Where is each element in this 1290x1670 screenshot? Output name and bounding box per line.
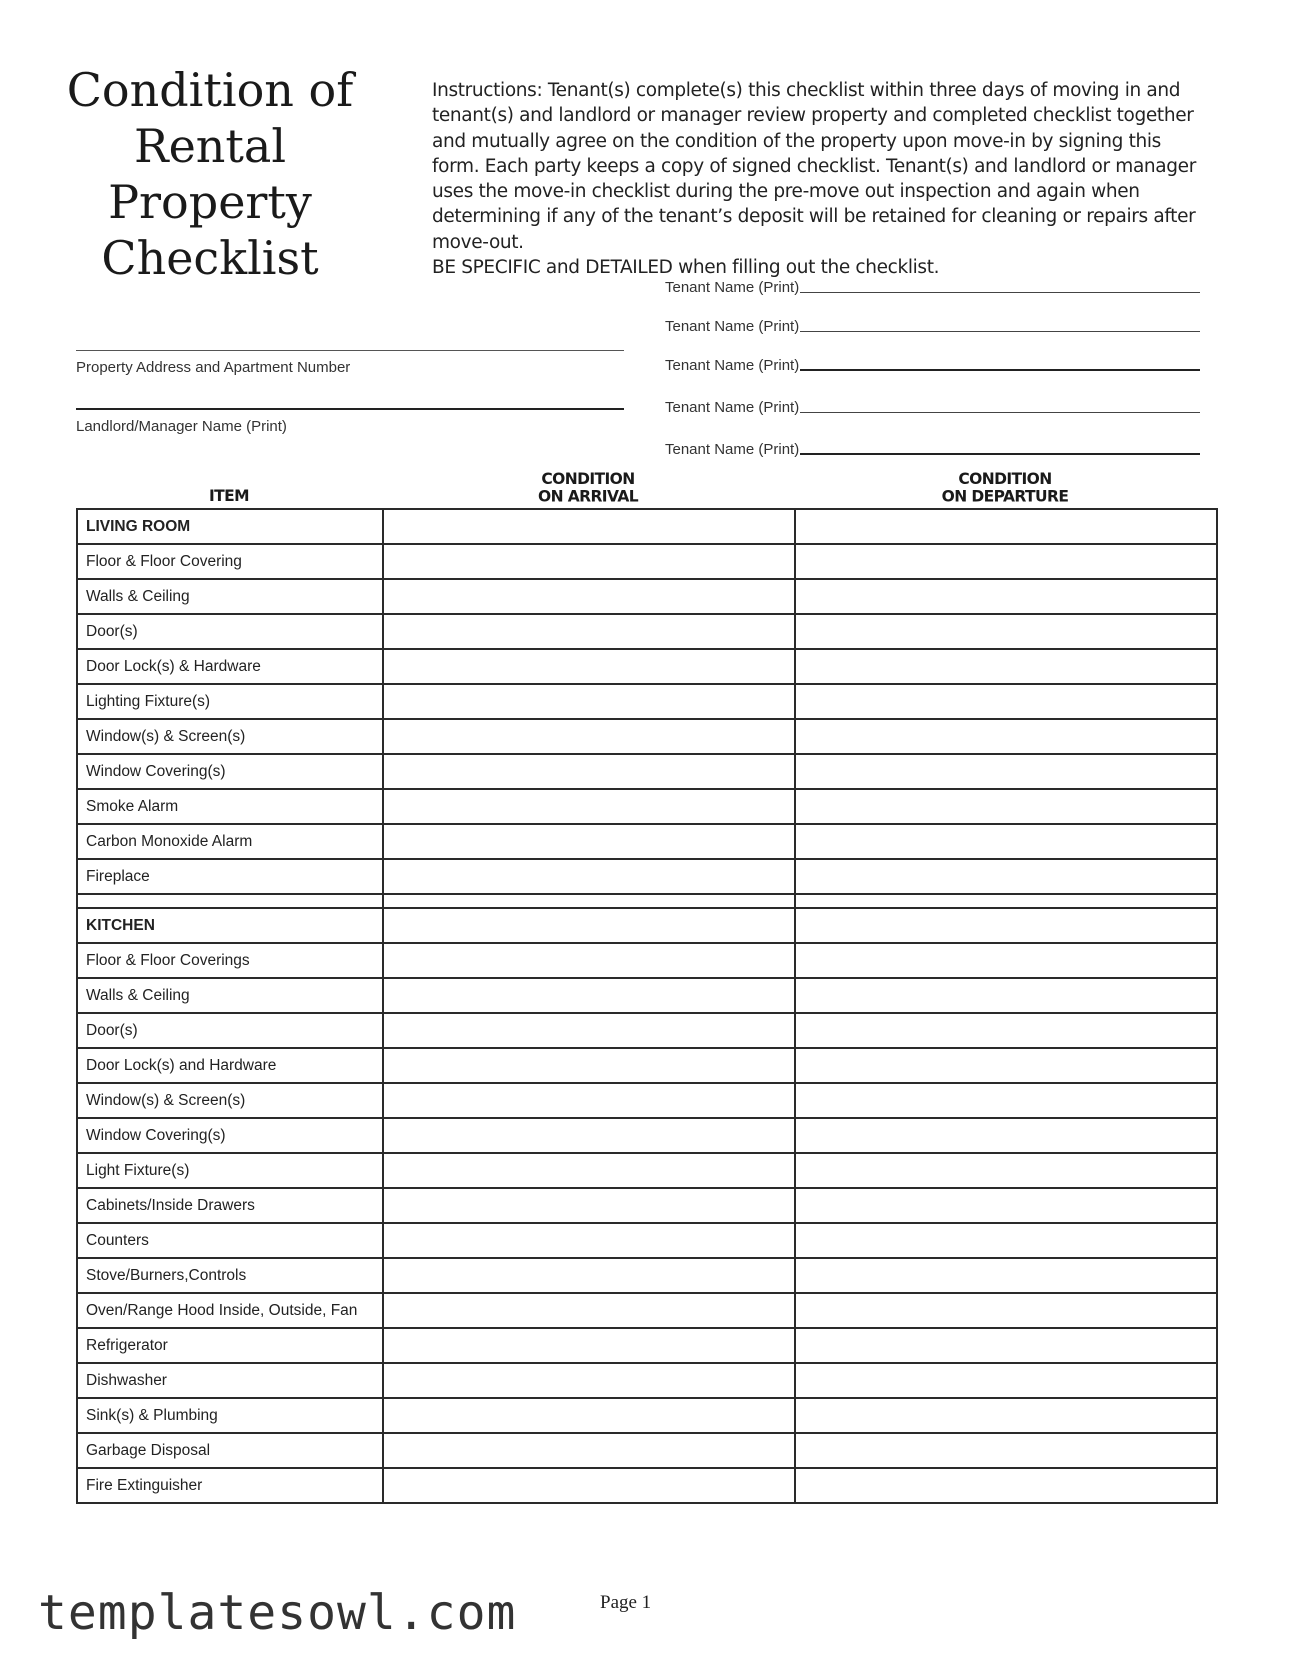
title-line-4: Checklist [101, 231, 319, 285]
signature-line[interactable] [800, 331, 1200, 332]
item-label: Door(s) [77, 1013, 383, 1048]
item-label: Lighting Fixture(s) [77, 684, 383, 719]
item-label: Fireplace [77, 859, 383, 894]
arrival-condition-cell[interactable] [383, 1083, 795, 1118]
item-label: Carbon Monoxide Alarm [77, 824, 383, 859]
section-heading: KITCHEN [77, 908, 383, 943]
watermark: templatesowl.com [38, 1585, 517, 1641]
departure-condition-cell[interactable] [795, 614, 1217, 649]
departure-condition-cell[interactable] [795, 1188, 1217, 1223]
arrival-condition-cell[interactable] [383, 1363, 795, 1398]
property-address-line[interactable] [76, 350, 624, 351]
section-heading: LIVING ROOM [77, 509, 383, 544]
section-row [77, 509, 1217, 544]
checklist-table [76, 508, 1218, 1504]
spacer-cell [383, 894, 795, 908]
column-header-departure [794, 470, 1216, 506]
table-row [77, 1258, 1217, 1293]
departure-header-line-2: ON DEPARTURE [941, 486, 1069, 506]
arrival-condition-cell[interactable] [383, 1328, 795, 1363]
item-label: Dishwasher [77, 1363, 383, 1398]
departure-condition-cell[interactable] [795, 544, 1217, 579]
departure-condition-cell[interactable] [795, 509, 1217, 544]
departure-condition-cell[interactable] [795, 719, 1217, 754]
item-header: ITEM [209, 486, 249, 506]
arrival-header-line-1: CONDITION [541, 469, 635, 488]
section-spacer [77, 894, 1217, 908]
departure-condition-cell[interactable] [795, 978, 1217, 1013]
departure-condition-cell[interactable] [795, 1223, 1217, 1258]
item-label: Cabinets/Inside Drawers [77, 1188, 383, 1223]
item-label: Garbage Disposal [77, 1433, 383, 1468]
arrival-condition-cell[interactable] [383, 1223, 795, 1258]
tenant-name-label: Tenant Name (Print) [665, 279, 800, 296]
departure-condition-cell[interactable] [795, 684, 1217, 719]
departure-condition-cell[interactable] [795, 579, 1217, 614]
table-row [77, 684, 1217, 719]
title-line-3: Property [108, 175, 312, 229]
arrival-condition-cell[interactable] [383, 509, 795, 544]
tenant-name-label: Tenant Name (Print) [665, 441, 800, 458]
departure-condition-cell[interactable] [795, 789, 1217, 824]
table-row [77, 1223, 1217, 1258]
instructions-emphasis: BE SPECIFIC and DETAILED when filling out the checklist. [432, 257, 940, 279]
table-row [77, 1188, 1217, 1223]
table-row [77, 579, 1217, 614]
departure-condition-cell[interactable] [795, 859, 1217, 894]
item-label: Refrigerator [77, 1328, 383, 1363]
spacer-cell [77, 894, 383, 908]
property-address-field[interactable] [76, 350, 624, 376]
table-row [77, 1398, 1217, 1433]
signature-line[interactable] [800, 369, 1200, 371]
arrival-condition-cell[interactable] [383, 824, 795, 859]
instructions [432, 78, 1202, 280]
table-row [77, 614, 1217, 649]
arrival-condition-cell[interactable] [383, 1013, 795, 1048]
property-address-label: Property Address and Apartment Number [76, 359, 351, 376]
item-label: Door Lock(s) & Hardware [77, 649, 383, 684]
departure-condition-cell[interactable] [795, 754, 1217, 789]
table-row [77, 943, 1217, 978]
arrival-condition-cell[interactable] [383, 1433, 795, 1468]
spacer-cell [795, 894, 1217, 908]
item-label: Window(s) & Screen(s) [77, 719, 383, 754]
departure-header-line-1: CONDITION [958, 469, 1052, 488]
arrival-condition-cell[interactable] [383, 1118, 795, 1153]
signature-line[interactable] [800, 453, 1200, 455]
tenant-name-field-1[interactable] [665, 274, 1200, 296]
arrival-condition-cell[interactable] [383, 1468, 795, 1503]
departure-condition-cell[interactable] [795, 943, 1217, 978]
table-row [77, 1013, 1217, 1048]
item-label: Stove/Burners,Controls [77, 1258, 383, 1293]
item-label: Window Covering(s) [77, 754, 383, 789]
page-title [60, 62, 360, 286]
departure-condition-cell[interactable] [795, 1433, 1217, 1468]
instructions-text: Instructions: Tenant(s) complete(s) this checklist within three days of moving in and tenant(s) and landlord or manager review property and completed checklist together and mutually agree on the condition of the property upon move-in by signing this form. Each party keeps a copy of signed checklist. Tenant(s) and landlord or manager uses the move-in checklist during the pre-move out inspection and again when determining if any of the tenant’s deposit will be retained for cleaning or repairs after move-out. [432, 80, 1196, 253]
arrival-condition-cell[interactable] [383, 859, 795, 894]
page-number: Page 1 [600, 1592, 652, 1613]
table-row [77, 789, 1217, 824]
arrival-condition-cell[interactable] [383, 978, 795, 1013]
table-row [77, 1153, 1217, 1188]
item-label: Window Covering(s) [77, 1118, 383, 1153]
table-row [77, 1468, 1217, 1503]
arrival-condition-cell[interactable] [383, 719, 795, 754]
departure-condition-cell[interactable] [795, 1398, 1217, 1433]
title-line-2: Rental [133, 119, 287, 173]
item-label: Smoke Alarm [77, 789, 383, 824]
section-row [77, 908, 1217, 943]
table-row [77, 1048, 1217, 1083]
tenant-name-label: Tenant Name (Print) [665, 318, 800, 335]
arrival-condition-cell[interactable] [383, 649, 795, 684]
column-header-arrival [382, 470, 794, 506]
departure-condition-cell[interactable] [795, 649, 1217, 684]
tenant-name-label: Tenant Name (Print) [665, 357, 800, 374]
landlord-name-line[interactable] [76, 408, 624, 410]
arrival-condition-cell[interactable] [383, 754, 795, 789]
arrival-condition-cell[interactable] [383, 684, 795, 719]
item-label: Light Fixture(s) [77, 1153, 383, 1188]
item-label: Floor & Floor Covering [77, 544, 383, 579]
tenant-name-field-2[interactable] [665, 313, 1200, 335]
item-label: Walls & Ceiling [77, 579, 383, 614]
departure-condition-cell[interactable] [795, 908, 1217, 943]
departure-condition-cell[interactable] [795, 1013, 1217, 1048]
table-row [77, 1083, 1217, 1118]
table-row [77, 1363, 1217, 1398]
item-label: Walls & Ceiling [77, 978, 383, 1013]
arrival-condition-cell[interactable] [383, 579, 795, 614]
departure-condition-cell[interactable] [795, 1258, 1217, 1293]
arrival-condition-cell[interactable] [383, 544, 795, 579]
departure-condition-cell[interactable] [795, 1363, 1217, 1398]
departure-condition-cell[interactable] [795, 1468, 1217, 1503]
item-label: Window(s) & Screen(s) [77, 1083, 383, 1118]
item-label: Oven/Range Hood Inside, Outside, Fan [77, 1293, 383, 1328]
table-row [77, 649, 1217, 684]
arrival-condition-cell[interactable] [383, 943, 795, 978]
table-row [77, 1118, 1217, 1153]
arrival-condition-cell[interactable] [383, 1258, 795, 1293]
item-label: Floor & Floor Coverings [77, 943, 383, 978]
signature-line[interactable] [800, 412, 1200, 413]
departure-condition-cell[interactable] [795, 1328, 1217, 1363]
arrival-condition-cell[interactable] [383, 1048, 795, 1083]
departure-condition-cell[interactable] [795, 1118, 1217, 1153]
departure-condition-cell[interactable] [795, 1293, 1217, 1328]
tenant-name-label: Tenant Name (Print) [665, 399, 800, 416]
landlord-name-field[interactable] [76, 408, 624, 435]
item-label: Door(s) [77, 614, 383, 649]
arrival-condition-cell[interactable] [383, 789, 795, 824]
departure-condition-cell[interactable] [795, 824, 1217, 859]
table-row [77, 978, 1217, 1013]
departure-condition-cell[interactable] [795, 1083, 1217, 1118]
table-row [77, 824, 1217, 859]
arrival-condition-cell[interactable] [383, 908, 795, 943]
departure-condition-cell[interactable] [795, 1048, 1217, 1083]
tenant-name-field-5[interactable] [665, 436, 1200, 458]
item-label: Door Lock(s) and Hardware [77, 1048, 383, 1083]
table-row [77, 859, 1217, 894]
column-header-item [76, 488, 382, 506]
table-row [77, 1433, 1217, 1468]
item-label: Sink(s) & Plumbing [77, 1398, 383, 1433]
arrival-condition-cell[interactable] [383, 1188, 795, 1223]
table-row [77, 544, 1217, 579]
landlord-name-label: Landlord/Manager Name (Print) [76, 418, 287, 435]
title-line-1: Condition of [66, 63, 354, 117]
arrival-header-line-2: ON ARRIVAL [538, 486, 638, 506]
arrival-condition-cell[interactable] [383, 1153, 795, 1188]
table-row [77, 719, 1217, 754]
arrival-condition-cell[interactable] [383, 1293, 795, 1328]
tenant-name-field-4[interactable] [665, 394, 1200, 416]
signature-line[interactable] [800, 292, 1200, 293]
table-row [77, 754, 1217, 789]
departure-condition-cell[interactable] [795, 1153, 1217, 1188]
table-row [77, 1293, 1217, 1328]
item-label: Counters [77, 1223, 383, 1258]
arrival-condition-cell[interactable] [383, 614, 795, 649]
item-label: Fire Extinguisher [77, 1468, 383, 1503]
table-row [77, 1328, 1217, 1363]
tenant-name-field-3[interactable] [665, 352, 1200, 374]
arrival-condition-cell[interactable] [383, 1398, 795, 1433]
